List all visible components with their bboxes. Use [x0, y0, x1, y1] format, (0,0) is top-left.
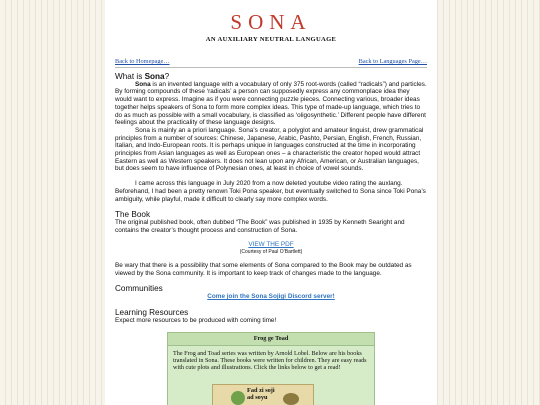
page-column [105, 0, 437, 405]
spacer [115, 203, 427, 210]
book-heading: The Book [115, 210, 151, 220]
back-to-languages-link[interactable]: Back to Languages Page… [358, 58, 427, 65]
frog-toad-text: The Frog and Toad series was written by Arnold Lobel. Below are his books translated in Sona. These books were written for children. They are easy reads with cute plots and illustrations. Click the links below to get a read! [173, 349, 367, 371]
page-title: SONA [230, 10, 312, 34]
book-cover-title: Fad zi soji ad soyu [247, 387, 275, 402]
what-is-paragraph-2: Sona is mainly an a priori language. Sona’s creator, a polyglot and amateur linguist, drew grammatical principles from a number of sources: Chinese, Japanese, Arabic, Pashto, Persian, English, French, Russian, Italian, and Indo-European roots. It is perhaps unique in languages constructed at the time in incorporating principles from Asian languages as well as European ones – a characteristic the creator hoped would attract Eastern as well as Western speakers. It does not lean upon any African, American, or Australian languages, but does seem to have influence of Polynesian ones, at least in choice of vowel sounds. [115, 126, 424, 173]
frog-toad-book-cover[interactable] [212, 384, 314, 405]
discord-link-wrap [115, 293, 427, 301]
discord-link[interactable]: Come join the Sona Sojigi Discord server! [207, 293, 335, 301]
resources-paragraph: Expect more resources to be produced with coming time! [115, 316, 277, 324]
spacer [115, 234, 427, 241]
what-is-heading: What is Sona? [115, 72, 170, 81]
resources-heading: Learning Resources [115, 307, 189, 317]
book-paragraph-1: The original published book, often dubbed “The Book” was published in 1935 by Kenneth Searight and contains the creator’s thought process and construction of Sona. [115, 218, 405, 234]
what-is-paragraph-1: Sona is an invented language with a vocabulary of only 375 root-words (called “radicals”) and particles. By forming compounds of these ‘radicals’ a person can supposedly express any commonplace idea they would want to express. Imagine as if you were connecting puzzle pieces. Connecting various, broader ideas together helps speakers of Sona to form more complex ideas. This type of made-up language, which tries to do as much as possible with a small vocabulary, is classified as ‘oligosynthetic.’ Different people have different feelings about the practicality of these language designs. [115, 80, 427, 127]
nav-row [115, 58, 427, 65]
pdf-credit: (Courtesy of Paul O’Bartlett) [239, 249, 303, 256]
back-to-homepage-link[interactable]: Back to Homepage… [115, 58, 170, 65]
toad-illustration-icon [283, 393, 299, 405]
communities-heading: Communities [115, 284, 163, 294]
spacer [115, 173, 427, 180]
spacer [115, 301, 427, 308]
frog-illustration-icon [231, 391, 245, 405]
main-content [105, 68, 437, 405]
view-pdf-link[interactable]: VIEW THE PDF [248, 241, 294, 249]
frog-toad-header: Frog ge Toad [168, 333, 374, 346]
book-paragraph-2: Be wary that there is a possibility that some elements of Sona compared to the Book may be outdated as viewed by the Sona community. It is important to keep track of changes made to the language. [115, 262, 412, 277]
spacer [115, 255, 427, 262]
frog-toad-box [167, 332, 375, 405]
spacer [115, 277, 427, 284]
pdf-link-wrap [115, 241, 427, 249]
page-subtitle: AN AUXILIARY NEUTRAL LANGUAGE [205, 36, 337, 43]
what-is-paragraph-3: I came across this language in July 2020 from a now deleted youtube video rating the auxlang. Beforehand, I had been a pretty renown Toki Pona speaker, but eventually switched to Sona since Toki Pona’s ambiguity, while playful, made it difficult to clearly say more complex words. [115, 180, 426, 203]
